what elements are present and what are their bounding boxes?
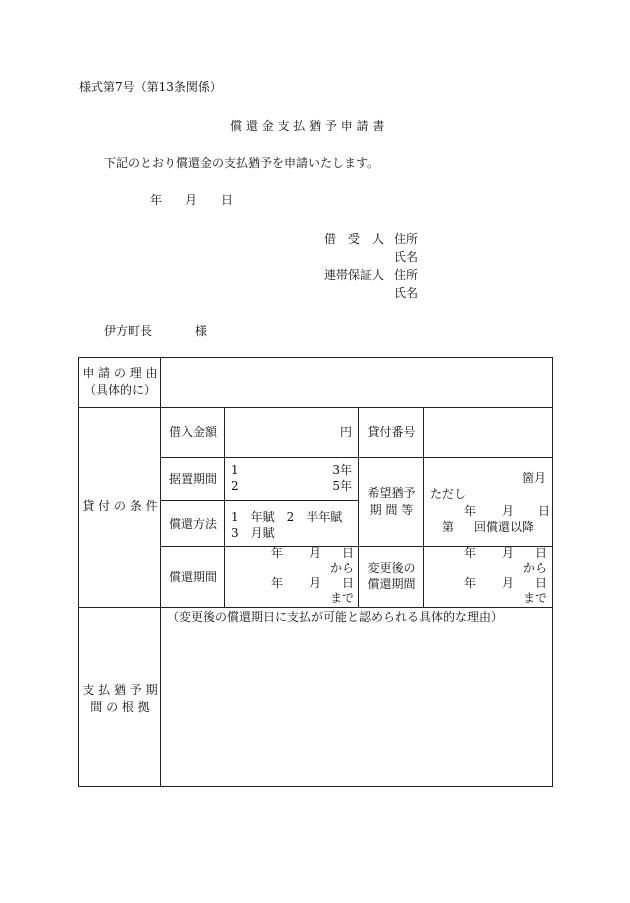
repayment-method-label-cell xyxy=(161,501,225,547)
period-end-year: 年 xyxy=(271,576,284,590)
deferment-option-1-number: 1 xyxy=(231,463,239,477)
date-month: 月 xyxy=(185,193,198,207)
basis-label-cell xyxy=(79,608,161,787)
guarantor-label: 連帯保証人 xyxy=(324,268,385,282)
period-made: まで xyxy=(329,591,354,605)
borrower-name-label: 氏名 xyxy=(394,250,419,264)
date-year: 年 xyxy=(150,193,163,207)
reason-label-sub: （具体的に） xyxy=(83,383,156,397)
form-number: 様式第7号（第13条関係） xyxy=(79,80,222,94)
changed-start-year: 年 xyxy=(464,546,477,560)
conditions-label: 貸 付 の 条 件 xyxy=(82,499,158,513)
months-unit: 箇月 xyxy=(521,471,546,485)
period-start-year: 年 xyxy=(271,546,284,560)
nth-label: 第 xyxy=(442,520,455,534)
basis-note: （変更後の償還期日に支払が可能と認められる具体的な理由） xyxy=(167,610,504,624)
document-title: 償 還 金 支 払 猶 予 申 請 書 xyxy=(230,119,385,133)
repayment-period-input-cell[interactable] xyxy=(225,547,359,608)
deferment-period-label: 据置期間 xyxy=(168,472,217,486)
changed-period-label-cell xyxy=(359,547,424,608)
changed-kara: から xyxy=(522,561,547,575)
tadashi-text: ただし xyxy=(430,487,467,501)
deferment-period-label-cell xyxy=(161,458,225,501)
repayment-method-options-cell[interactable] xyxy=(225,501,359,547)
changed-made: まで xyxy=(522,591,547,605)
addressee-mayor: 伊方町長 xyxy=(104,324,153,338)
changed-start-month: 月 xyxy=(502,546,515,560)
borrower-address-label: 住所 xyxy=(394,232,419,246)
yen-unit: 円 xyxy=(339,425,352,439)
guarantor-address-label: 住所 xyxy=(394,268,419,282)
desired-deferment-label-sub: 期 間 等 xyxy=(369,503,414,517)
period-end-month: 月 xyxy=(309,576,322,590)
changed-end-year: 年 xyxy=(464,576,477,590)
reason-label: 申 請 の 理 由 xyxy=(82,366,158,380)
period-end-day: 日 xyxy=(341,576,354,590)
changed-period-input-cell[interactable] xyxy=(424,547,553,608)
conditions-label-cell xyxy=(79,408,161,608)
basis-label-sub: 間 の 根 拠 xyxy=(90,700,150,714)
repayment-method-options-1: 1 年賦 2 半年賦 xyxy=(231,510,343,524)
loan-number-label-cell xyxy=(359,408,424,458)
deferment-option-1-value: 3年 xyxy=(332,463,352,477)
date-day: 日 xyxy=(221,193,234,207)
reason-input-cell[interactable] xyxy=(161,358,553,408)
nth-after-label: 回償還以降 xyxy=(474,520,535,534)
intro-text: 下記のとおり償還金の支払猶予を申請いたします。 xyxy=(104,156,380,170)
loan-amount-label: 借入金額 xyxy=(168,425,217,439)
changed-period-label-sub: 償還期間 xyxy=(367,577,416,591)
borrower-label: 借 受 人 xyxy=(324,232,385,246)
repayment-period-label: 償還期間 xyxy=(168,570,217,584)
changed-start-day: 日 xyxy=(534,546,547,560)
basis-label: 支 払 猶 予 期 xyxy=(82,683,158,697)
loan-number-label: 貸付番号 xyxy=(367,425,416,439)
period-start-day: 日 xyxy=(341,546,354,560)
changed-end-month: 月 xyxy=(502,576,515,590)
repayment-method-options-2: 3 月賦 xyxy=(231,526,275,540)
loan-number-input-cell[interactable] xyxy=(424,408,553,458)
period-start-month: 月 xyxy=(309,546,322,560)
application-table xyxy=(78,357,553,787)
addressee-honorific: 様 xyxy=(195,324,208,338)
basis-input-cell[interactable] xyxy=(161,608,553,787)
period-kara: から xyxy=(329,561,354,575)
desired-month: 月 xyxy=(502,504,515,518)
changed-period-label: 変更後の xyxy=(367,561,416,575)
loan-amount-label-cell xyxy=(161,408,225,458)
reason-label-cell xyxy=(79,358,161,408)
desired-day: 日 xyxy=(538,504,551,518)
deferment-option-2-value: 5年 xyxy=(332,479,352,493)
desired-year: 年 xyxy=(464,504,477,518)
repayment-period-label-cell xyxy=(161,547,225,608)
deferment-period-options-cell[interactable] xyxy=(225,458,359,501)
deferment-option-2-number: 2 xyxy=(231,479,239,493)
desired-deferment-input-cell[interactable] xyxy=(424,458,553,547)
desired-deferment-label: 希望猶予 xyxy=(367,486,416,500)
loan-amount-input-cell[interactable] xyxy=(225,408,359,458)
repayment-method-label: 償還方法 xyxy=(168,517,217,531)
changed-end-day: 日 xyxy=(534,576,547,590)
guarantor-name-label: 氏名 xyxy=(394,286,419,300)
desired-deferment-label-cell xyxy=(359,458,424,547)
